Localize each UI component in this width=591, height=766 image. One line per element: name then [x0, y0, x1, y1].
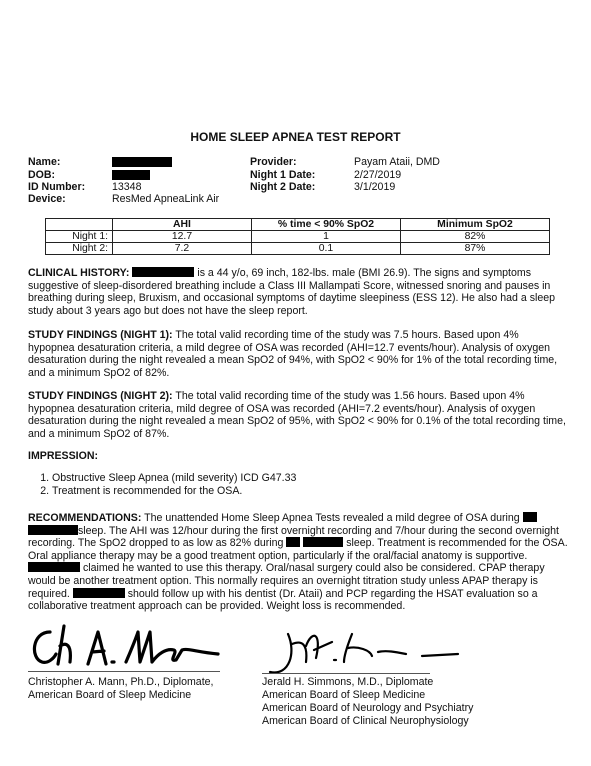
recommendations-text-4: claimed he wanted to use this therapy. Oral/nasal surgery could also be considered. CPAP therapy would be another treatment option. This normally requires an overnight titration study unless APAP therapy is required. [28, 562, 545, 600]
night1-date-label: Night 1 Date: [250, 169, 316, 181]
dob-redaction [112, 170, 150, 180]
recommendations-text-2: sleep. The AHI was 12/hour during the first overnight recording and 7/hour during the second overnight recording. The SpO2 dropped to as low as 82% during [28, 524, 559, 550]
list-item: 1. Obstructive Sleep Apnea (mild severity) ICD G47.33 [52, 472, 552, 485]
id-value: 13348 [112, 181, 142, 193]
signatory-line: American Board of Sleep Medicine [28, 689, 192, 701]
impression-heading [28, 450, 568, 463]
column-header [46, 219, 113, 231]
left-signatory [28, 676, 213, 702]
patient-header [28, 156, 568, 206]
name-redaction [112, 157, 172, 167]
redaction [28, 562, 80, 572]
table-cell: 0.1 [252, 243, 401, 255]
clinical-history-text: is a 44 y/o, 69 inch, 182-lbs. male (BMI 26.9). The signs and symptoms suggestive of sleep-disordered breathing include a Class III Mallampati Score, witnessed snoring and pauses in breathing during sleep, Bruxism, and occasional symptoms of daytime sleepiness (ESS 12). He also had a sleep study about 3 years ago but does not have the sleep report. [28, 267, 556, 317]
name-label: Name: [28, 156, 61, 168]
left-signature [28, 618, 223, 673]
right-signature-line [262, 673, 430, 674]
redaction [303, 537, 343, 547]
dob-label: DOB: [28, 169, 56, 181]
list-item: 2. Treatment is recommended for the OSA. [52, 485, 552, 498]
table-cell: Night 1: [46, 231, 113, 243]
table-header-row [46, 219, 550, 231]
findings-night1-text: The total valid recording time of the study was 7.5 hours. Based upon 4% hypopnea desaturation criteria, a mild degree of OSA was recorded (AHI=12.7 events/hour). Analysis of oxygen desaturation during the night revealed a mean SpO2 of 94%, with SpO2 < 90% for 1% of the total recording time, and a minimum SpO2 of 82%. [28, 329, 558, 379]
redaction [28, 525, 78, 535]
provider-value: Payam Ataii, DMD [354, 156, 440, 168]
recommendations-text-1: The unattended Home Sleep Apnea Tests revealed a mild degree of OSA during [141, 512, 523, 524]
recommendations [28, 512, 568, 613]
table-cell: 1 [252, 231, 401, 243]
night2-date-label: Night 2 Date: [250, 181, 316, 193]
recommendations-heading: RECOMMENDATIONS: [28, 512, 142, 524]
results-table [45, 218, 550, 255]
impression-heading-text: IMPRESSION: [28, 450, 99, 462]
column-header: AHI [113, 219, 252, 231]
table-cell: 82% [401, 231, 550, 243]
signatory-line: American Board of Sleep Medicine [262, 689, 426, 701]
device-label: Device: [28, 193, 66, 205]
night2-date-value: 3/1/2019 [354, 181, 396, 193]
table-cell: 7.2 [113, 243, 252, 255]
findings-night2-text: The total valid recording time of the study was 1.56 hours. Based upon 4% hypopnea desaturation criteria, mild degree of OSA was recorded (AHI=7.2 events/hour). Analysis of oxygen desaturation during the night revealed a mean SpO2 of 95%, with SpO2 < 90% for 0.1% of the total recording time, and a minimum SpO2 of 87%. [28, 390, 566, 440]
signatory-line: American Board of Clinical Neurophysiology [262, 715, 469, 727]
column-header: % time < 90% SpO2 [252, 219, 401, 231]
findings-night2-heading: STUDY FINDINGS (NIGHT 2): [28, 390, 173, 402]
table-cell: 87% [401, 243, 550, 255]
device-value: ResMed ApneaLink Air [112, 193, 220, 205]
night1-date-value: 2/27/2019 [354, 169, 402, 181]
findings-night1-heading: STUDY FINDINGS (NIGHT 1): [28, 329, 173, 341]
table-cell: 12.7 [113, 231, 252, 243]
redaction [73, 588, 125, 598]
clinical-history-heading: CLINICAL HISTORY: [28, 267, 130, 279]
redaction [523, 512, 537, 522]
recommendations-text-5: should follow up with his dentist (Dr. Ataii) and PCP regarding the HSAT evaluation so a collaborative treatment approach can be provided. Weight loss is recommended. [28, 587, 538, 613]
report-title: HOME SLEEP APNEA TEST REPORT [190, 130, 401, 144]
provider-label: Provider: [250, 156, 297, 168]
recommendations-text-3: sleep. Treatment is recommended for the OSA. Oral appliance therapy may be a good treatment option, particularly if the oral/facial anatomy is supportive. [28, 537, 568, 562]
impression-list [28, 472, 552, 497]
id-label: ID Number: [28, 181, 86, 193]
right-signature [262, 622, 462, 680]
redaction [286, 537, 300, 547]
right-signatory [262, 676, 473, 728]
left-signature-line [28, 671, 220, 672]
column-header: Minimum SpO2 [401, 219, 550, 231]
study-findings-night2 [28, 390, 568, 440]
table-cell: Night 2: [46, 243, 113, 255]
signatory-line: Jerald H. Simmons, M.D., Diplomate [262, 676, 434, 688]
study-findings-night1 [28, 329, 568, 379]
table-row [46, 243, 550, 255]
clinical-history [28, 267, 568, 317]
patient-name-redaction [132, 267, 194, 277]
table-row [46, 231, 550, 243]
signatory-line: Christopher A. Mann, Ph.D., Diplomate, [28, 676, 214, 688]
signatory-line: American Board of Neurology and Psychiatry [262, 702, 474, 714]
